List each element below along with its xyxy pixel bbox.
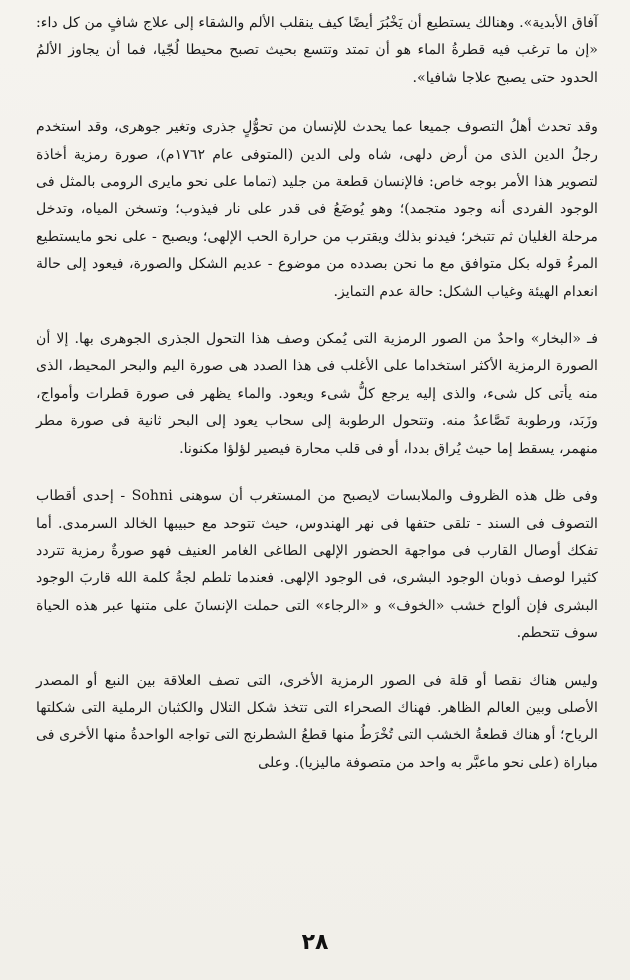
- paragraph-1: آفاق الأبدية». وهنالك يستطيع أن يَخْبُرَ أيضًا كيف ينقلب الألم والشقاء إلى علاج شافٍ من كل داء: «إن ما ترغب فيه قطرةُ الماء هو أن تمتد وتتسع بحيث تصبح محيطا لُجّيا، فما أن يجاوز الألمُ الحدود حتى يصبح علاجا شافيا».: [36, 15, 598, 86]
- page-number: ٢٨: [301, 930, 329, 955]
- paragraph-5: وليس هناك نقصا أو قلة فى الصور الرمزية الأخرى، التى تصف العلاقة بين النبع أو المصدر الأصلى وبين العالم الظاهر. فهناك الصحراء التى تتخذ شكل التلال والكثبان الرملية التى شكلتها الرياح؛ أو هناك قطعةُ الخشب التى تُخْرَطُ منها قطعُ الشطرنج التى تواجه الواحدةُ منها الأخرى فى مباراة (على نحو ماعبَّر به واحد من متصوفة ماليزيا). وعلى: [35, 672, 598, 771]
- paragraph-2: وقد تحدث أهلُ التصوف جميعا عما يحدث للإنسان من تحوُّلٍ جذرى وتغير جوهرى، وقد استخدم رجلُ الدين الذى من أرض دلهى، شاه ولى الدين (المتوفى عام ١٧٦٢م)، صورة رمزية أخاذة لتصوير هذا الأمر بوجه خاص: فالإنسان قطعة من جليد (تماما على نحو مايرى الرومى بالمثل فى الوجود الفردى أنه وجود متجمد)؛ وهو يُوضَعُ فى قدر على نار فيذوب؛ وتسخن المياه، وتدخل مرحلة الغليان ثم تتبخر؛ فيدنو بذلك ويقترب من حرارة الحب الإلهى؛ ويصبح - على نحو مايستطيع المرءُ قوله بكل متوافق مع ما نحن بصدده من موضوع - عديم الشكل والصورة، فيعود إلى حالة انعدام الهيئة وغياب الشكل: حالة عدم التمايز.: [36, 119, 598, 300]
- paragraph-3: فـ «البخار» واحدٌ من الصور الرمزية التى يُمكن وصف هذا التحول الجذرى الجوهرى بها. إلا أن الصورة الرمزية الأكثر استخداما على الأغلب فى هذا الصدد هى صورة اليم والبحر المحيط، الذى منه يأتى كل شىء، والذى إليه يرجع كلُّ شىء ويعود. والماء يظهر فى صورة قطرات وأمواج، وزَبَد، ورطوبة تَصَّاعدُ منه. وتتحول الرطوبة إلى سحاب يعود إلى البحر ثانية فى صورة مطر منهمر، يسقط إما حيث يُراق بددا، أو فى قلب محارة فيصير لؤلؤا مكنونا.: [36, 331, 598, 457]
- paragraph-4: وفى ظل هذه الظروف والملابسات لايصبح من المستغرب أن سوهنى Sohni - إحدى أقطاب التصوف فى السند - تلقى حتفها فى نهر الهندوس، حيث تتوحد مع حبيبها الخالد السرمدى. أما تفكك أوصال القارب فى مواجهة الحضور الإلهى الطاغى الغامر العنيف فهو صورةٌ رمزية تتردد كثيرا لوصف ذوبان الوجود البشرى، فى الوجود الإلهى. فعندما تلطم لجةُ كلمة الله قاربَ الوجود البشرى فإن ألواح خشب «الخوف» و «الرجاء» التى حملت الإنسانَ على متنها عبر هذه الحياة سوف تتحطم.: [36, 488, 598, 642]
